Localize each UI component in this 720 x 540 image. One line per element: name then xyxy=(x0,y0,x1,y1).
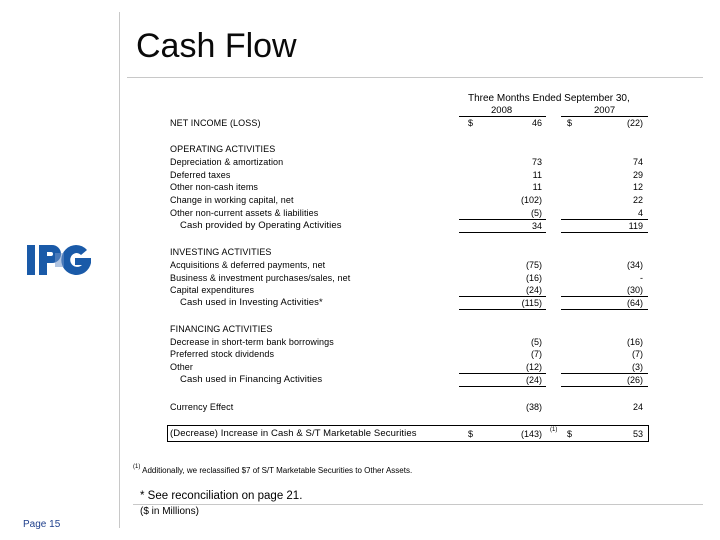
value-2007: 24 xyxy=(632,402,643,412)
total-rule xyxy=(459,309,546,310)
footnote-text: Additionally, we reclassified $7 of S/T Marketable Securities to Other Assets. xyxy=(140,466,413,475)
value-2008: (7) xyxy=(531,349,542,359)
value-2008: 73 xyxy=(531,157,542,167)
table-row xyxy=(170,181,648,193)
value-2007: 4 xyxy=(637,208,643,218)
row-label: Cash provided by Operating Activities xyxy=(180,220,342,231)
table-row xyxy=(170,361,648,373)
bottom-divider xyxy=(133,504,703,505)
value-2008: (24) xyxy=(525,375,542,385)
currency-symbol: $ xyxy=(567,429,573,439)
table-row xyxy=(170,194,648,206)
row-label: Currency Effect xyxy=(170,402,234,412)
table-row-final xyxy=(170,428,648,440)
section-heading: OPERATING ACTIVITIES xyxy=(170,144,276,154)
section-heading: FINANCING ACTIVITIES xyxy=(170,324,273,334)
value-2007: (3) xyxy=(632,362,643,372)
value-2008: (115) xyxy=(521,298,542,308)
table-row-net-income xyxy=(170,117,648,129)
ipg-logo xyxy=(27,241,93,279)
row-label: Change in working capital, net xyxy=(170,195,294,205)
value-2007: 22 xyxy=(632,195,643,205)
table-row xyxy=(170,169,648,181)
year-2008-header: 2008 xyxy=(491,105,513,116)
value-2007: 12 xyxy=(632,182,643,192)
table-row-total xyxy=(170,297,648,309)
value-2008: (38) xyxy=(525,402,542,412)
section-heading-financing xyxy=(170,323,648,335)
table-row xyxy=(170,348,648,360)
row-label: Decrease in short-term bank borrowings xyxy=(170,337,334,347)
title-divider xyxy=(127,77,703,78)
units-note: ($ in Millions) xyxy=(140,506,199,517)
footnote-marker: (1) xyxy=(133,464,141,470)
value-2007: (64) xyxy=(626,298,643,308)
value-2008: 46 xyxy=(531,118,542,128)
footnote xyxy=(133,466,412,475)
row-label: Other non-cash items xyxy=(170,182,259,192)
table-row xyxy=(170,336,648,348)
value-2007: (7) xyxy=(632,349,643,359)
table-row-total xyxy=(170,374,648,386)
value-2008: (12) xyxy=(525,362,542,372)
period-header: Three Months Ended September 30, xyxy=(468,93,630,104)
page-number: Page 15 xyxy=(23,519,61,530)
currency-symbol: $ xyxy=(468,118,474,128)
total-rule xyxy=(561,309,648,310)
row-label: Cash used in Financing Activities xyxy=(180,374,323,385)
value-2007: (22) xyxy=(626,118,643,128)
row-label: Other non-current assets & liabilities xyxy=(170,208,319,218)
table-row xyxy=(170,272,648,284)
section-heading-operating xyxy=(170,143,648,155)
value-2008: (5) xyxy=(531,208,542,218)
row-label: Acquisitions & deferred payments, net xyxy=(170,260,326,270)
value-2007: (16) xyxy=(626,337,643,347)
value-2007: 119 xyxy=(628,221,643,231)
row-label: Preferred stock dividends xyxy=(170,349,275,359)
value-2007: 53 xyxy=(632,429,643,439)
value-2008: (24) xyxy=(525,285,542,295)
value-2008: 11 xyxy=(532,170,542,180)
section-heading-investing xyxy=(170,246,648,258)
table-row xyxy=(170,156,648,168)
table-row xyxy=(170,259,648,271)
value-2008: (75) xyxy=(525,260,542,270)
value-2008: (5) xyxy=(531,337,542,347)
value-2007: (26) xyxy=(626,375,643,385)
row-label: Capital expenditures xyxy=(170,285,255,295)
row-label: Deferred taxes xyxy=(170,170,231,180)
page-title: Cash Flow xyxy=(136,27,297,65)
section-heading: INVESTING ACTIVITIES xyxy=(170,247,272,257)
row-label: Other xyxy=(170,362,194,372)
row-label: (Decrease) Increase in Cash & S/T Marketable Securities xyxy=(170,428,417,439)
table-row xyxy=(170,207,648,219)
currency-symbol: $ xyxy=(567,118,573,128)
total-rule xyxy=(561,386,648,387)
currency-symbol: $ xyxy=(468,429,474,439)
table-row-total xyxy=(170,220,648,232)
value-2007: (34) xyxy=(626,260,643,270)
left-divider xyxy=(119,12,120,528)
row-label: NET INCOME (LOSS) xyxy=(170,118,261,128)
value-2007: (30) xyxy=(626,285,643,295)
value-2007: 74 xyxy=(632,157,643,167)
total-rule xyxy=(459,232,546,233)
value-2008: (143) xyxy=(520,429,542,439)
value-2008: 11 xyxy=(532,182,542,192)
reconciliation-note: * See reconciliation on page 21. xyxy=(140,490,303,502)
value-2008: (16) xyxy=(525,273,542,283)
total-rule xyxy=(561,232,648,233)
row-label: Business & investment purchases/sales, net xyxy=(170,273,351,283)
total-rule xyxy=(459,386,546,387)
value-2007: 29 xyxy=(632,170,643,180)
table-row xyxy=(170,284,648,296)
value-2008: (102) xyxy=(520,195,542,205)
footnote-marker: (1) xyxy=(550,427,558,433)
row-label: Depreciation & amortization xyxy=(170,157,284,167)
row-label: Cash used in Investing Activities* xyxy=(180,297,323,308)
table-row-currency xyxy=(170,401,648,413)
value-2007: - xyxy=(640,273,643,283)
value-2008: 34 xyxy=(531,221,542,231)
year-2007-header: 2007 xyxy=(594,105,616,116)
